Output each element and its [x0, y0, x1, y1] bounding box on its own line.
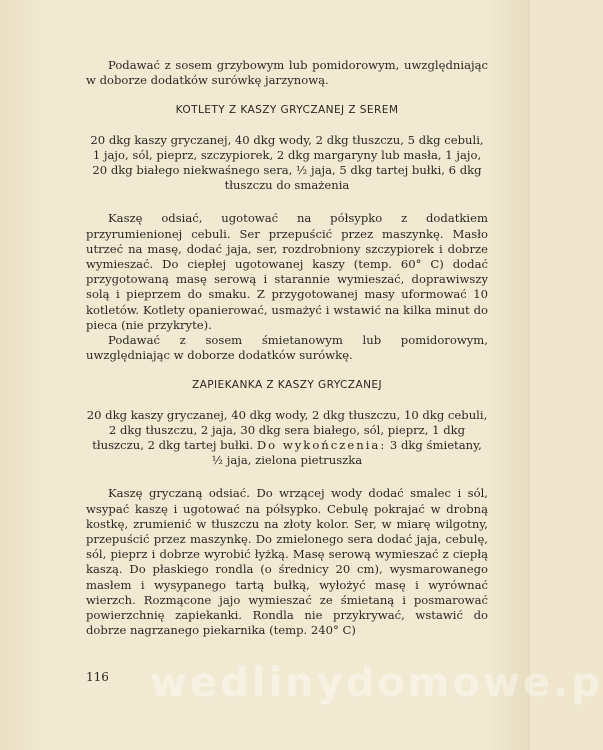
recipe1-title: KOTLETY Z KASZY GRYCZANEJ Z SEREM: [175, 104, 399, 117]
recipe1-serving: Podawać z sosem śmietanowym lub pomidorowym, uwzględniając w doborze dodatków surówkę.: [86, 333, 488, 363]
recipe1-method: Kaszę odsiać, ugotować na półsypko z dodatkiem przyrumienionej cebuli. Ser przepuścić przez maszynkę. Masło utrzeć na masę, dodać jaja, ser, rozdrobniony szczypiorek i dobrze wymieszać. Do ciepłej ugotowanej kaszy (temp. 60° C) dodać przygotowaną masę serową i starannie wymieszać, doprawiwszy solą i pieprzem do smaku. Z przygotowanej masy uformować 10 kotletów. Kotlety opanierować, usmażyć i wstawić na kilka minut do pieca (nie przykryte).: [86, 211, 488, 332]
recipe2-finishing-label: Do wykończenia:: [256, 438, 387, 453]
intro-paragraph: Podawać z sosem grzybowym lub pomidorowym, uwzględniając w doborze dodatków surówkę jarzynową.: [86, 58, 488, 88]
recipe2-ingredients-text: 20 dkg kaszy gryczanej, 40 dkg wody, 2 dkg tłuszczu, 10 dkg cebuli, 2 dkg tłuszczu, 2 jaja, 30 dkg sera białego, sól, pieprz, 1 dkg tłuszczu, 2 dkg tartej bułki.: [86, 407, 488, 453]
watermark-text: wedlinydomowe.p: [150, 660, 603, 706]
recipe1-ingredients: 20 dkg kaszy gryczanej, 40 dkg wody, 2 dkg tłuszczu, 5 dkg cebuli, 1 jajo, sól, pieprz, szczypiorek, 2 dkg margaryny lub masła, 1 jajo, 20 dkg białego niekwaśnego sera, ½ jaja, 5 dkg tartej bułki, 6 dkg tłuszczu do smażenia: [90, 132, 484, 193]
recipe2-method: Kaszę gryczaną odsiać. Do wrzącej wody dodać smalec i sól, wsypać kaszę i ugotować na półsypko. Cebulę pokrajać w drobną kostkę, zrumienić w tłuszczu na złoty kolor. Ser, w miarę wilgotny, przepuścić przez maszynkę. Do zmielonego sera dodać jaja, cebulę, sól, pieprz i dobrze wyrobić łyżką. Masę serową wymieszać z ciepłą kaszą. Do płaskiego rondla (o średnicy 20 cm), wysmarowanego masłem i wysypanego tartą bułką, wyłożyć masę i wyrównać wierzch. Rozmącone jajo wymieszać ze śmietaną i posmarować powierzchnię zapiekanki. Rondla nie przykrywać, wstawić do dobrze nagrzanego piekarnika (temp. 240° C): [86, 486, 488, 638]
recipe2-title: ZAPIEKANKA Z KASZY GRYCZANEJ: [191, 379, 383, 392]
page-content: [86, 58, 488, 639]
recipe2-finishing-text: 3 dkg śmietany, ½ jaja, zielona pietruszka: [211, 438, 482, 468]
page-number: 116: [86, 670, 109, 684]
recipe2-ingredients: [86, 408, 488, 469]
